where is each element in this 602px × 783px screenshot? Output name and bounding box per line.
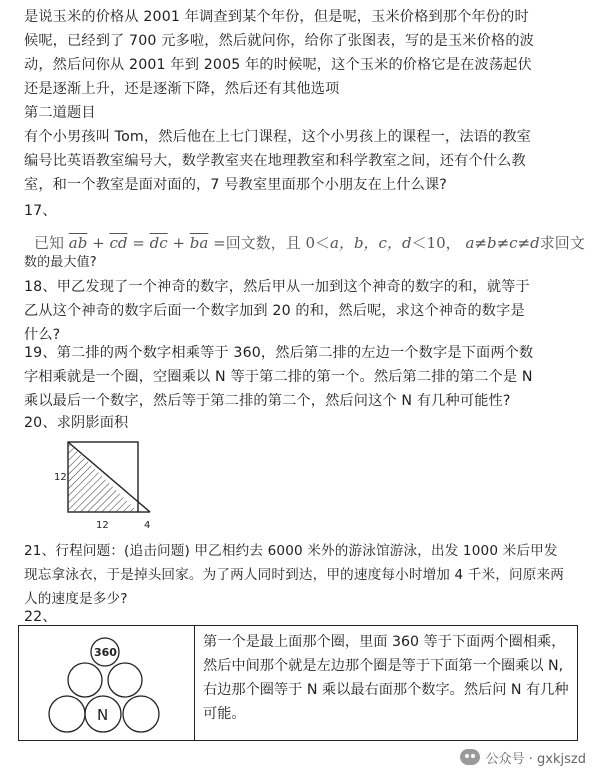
q22-table (18, 625, 578, 741)
q20-shaded-figure (48, 438, 168, 534)
q19-line: 乘以最后一个数字，然后等于第二排的第二个，然后问这个 N 有几种可能性? (24, 393, 511, 409)
q17-lt10: ＜10， (411, 234, 461, 252)
q17-neq: a≠b≠c≠d (465, 234, 540, 252)
q17-dc: $\overline{dc}$ (149, 234, 168, 252)
paragraph2-line: 有个小男孩叫 Tom，然后他在上七门课程，这个小男孩上的课程一，法语的教室 (24, 129, 532, 145)
q17-tail: 数的最大值? (24, 255, 97, 270)
q22-description: 第一个是最上面那个圈，里面 360 等于下面两个圈相乘，然后中间那个就是左边那个圈是等于下面第一个圈乘以 N,右边那个圈等于 N 乘以最右面那个数字。然后问 N 有几种可能。 (203, 634, 569, 722)
watermark-text: 公众号 · gxkjszd (485, 751, 586, 767)
q21-line: 21、行程问题：(追击问题) 甲乙相约去 6000 米外的游泳馆游泳，出发 1000 米后甲发 (24, 543, 558, 559)
q20-title: 20、求阴影面积 (24, 415, 129, 431)
wechat-icon (460, 749, 480, 765)
q17-ba: $\overline{ba}$ (189, 234, 209, 252)
section2-title: 第二道题目 (24, 105, 96, 121)
q21-line: 现忘拿泳衣，于是掉头回家。为了两人同时到达，甲的速度每小时增加 4 千米，问原来两 (24, 567, 565, 583)
q20-shaded-region (68, 442, 138, 512)
q17-suffix: 求回文 (539, 234, 585, 252)
q22-number: 22、 (24, 609, 57, 625)
paragraph1-line: 是说玉米的价格从 2001 年调查到某个年份，但是呢，玉米价格到那个年份的时 (24, 9, 529, 25)
q17-equation (34, 232, 585, 253)
paragraph1-line: 还是逐渐上升，还是逐渐下降，然后还有其他选项 (24, 81, 340, 97)
q18-line: 18、甲乙发现了一个神奇的数字，然后甲从一加到这个神奇的数字的和，就等于 (24, 279, 530, 295)
q22-bottom-circle-label: N (97, 706, 109, 724)
q17-plus1: + (92, 234, 105, 252)
q19-line: 字相乘就是一个圈，空圈乘以 N 等于第二排的第一个。然后第二排的第二个是 N (24, 369, 533, 385)
q17-plus2: + (172, 234, 186, 252)
q17-cd: $\overline{cd}$ (109, 234, 128, 252)
q18-line: 什么? (24, 327, 61, 343)
paragraph2-line: 编号比英语教室编号大，数学教室夹在地理教室和科学教室之间，还有个什么教 (24, 153, 526, 169)
q22-top-circle-label: 360 (94, 646, 117, 659)
q22-circle-diagram (45, 634, 165, 738)
q22-circle-mid-right (108, 663, 142, 697)
q17-eq: = (132, 234, 145, 252)
q22-circle-mid-left (68, 663, 102, 697)
q17-mid: 回文数，且 0＜ (225, 234, 331, 252)
q17-prefix: 已知 (34, 234, 65, 252)
q20-label-bottom-left: 12 (96, 520, 109, 531)
q20-label-bottom-right: 4 (144, 520, 151, 531)
paragraph2-line: 室，和一个教室是面对面的，7 号教室里面那个小朋友在上什么课? (24, 177, 447, 193)
q17-ab: $\overline{ab}$ (68, 234, 88, 252)
paragraph1-line: 动，然后问你从 2001 年到 2005 年的时候呢，这个玉米的价格它是在波荡起伏 (24, 57, 532, 73)
q19-line: 19、第二排的两个数字相乘等于 360，然后第二排的左边一个数字是下面两个数 (24, 345, 534, 361)
paragraph1-line: 候呢，已经到了 700 元多啦，然后就问你，给你了张图表，写的是玉米价格的波 (24, 33, 534, 49)
q17-number: 17、 (24, 203, 57, 219)
q17-eq2: = (213, 234, 226, 252)
q22-circle-bottom-left (49, 696, 85, 732)
q18-line: 乙从这个神奇的数字后面一个数字加到 20 的和，然后呢，求这个神奇的数字是 (24, 303, 525, 319)
q21-line: 人的速度是多少? (24, 591, 128, 607)
q22-divider (194, 626, 195, 740)
watermark (460, 745, 586, 769)
q22-circle-bottom-right (123, 696, 159, 732)
q20-label-side: 12 (54, 472, 67, 483)
q17-vars: a，b，c，d (330, 234, 412, 252)
